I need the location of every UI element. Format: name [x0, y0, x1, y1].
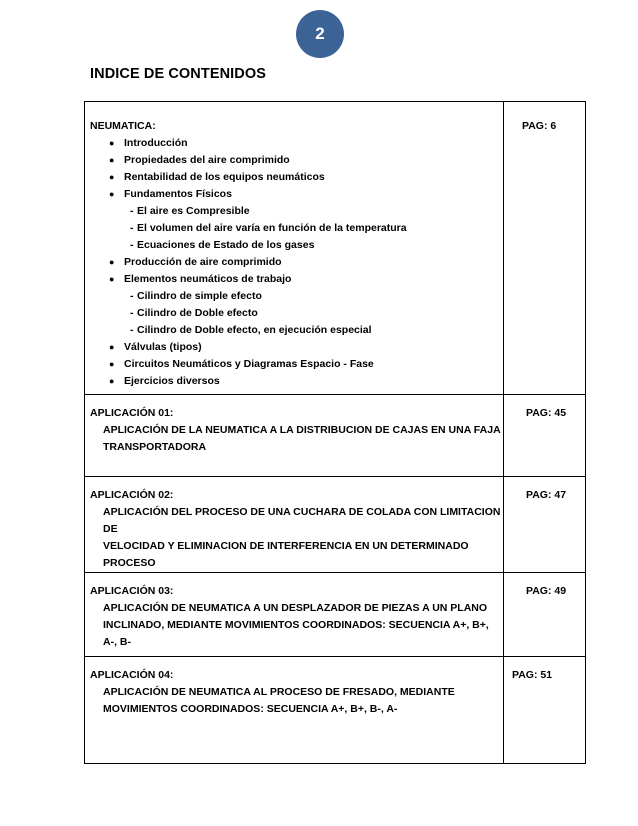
page-number: 2	[315, 24, 325, 43]
application-description-line: APLICACIÓN DE NEUMATICA AL PROCESO DE FRESADO, MEDIANTE	[103, 686, 455, 698]
neumatica-title: NEUMATICA:	[90, 120, 156, 132]
application-title: APLICACIÓN 04:	[90, 669, 174, 681]
application-cell	[85, 573, 504, 657]
application-page-cell	[504, 573, 586, 657]
application-description-line: VELOCIDAD Y ELIMINACION DE INTERFERENCIA EN UN DETERMINADO PROCESO	[103, 540, 469, 569]
dash-marker: -	[130, 205, 134, 217]
subtopic-item	[85, 288, 503, 305]
application-description-line: INCLINADO, MEDIANTE MOVIMIENTOS COORDINADOS: SECUENCIA A+, B+, A-, B-	[103, 619, 489, 648]
topic-item	[85, 169, 503, 186]
topic-text: Propiedades del aire comprimido	[124, 154, 290, 166]
application-row	[85, 573, 586, 657]
subtopic-item	[85, 220, 503, 237]
topic-text: Válvulas (tipos)	[124, 341, 202, 353]
topic-item	[85, 373, 503, 390]
bullet-icon: ●	[109, 274, 115, 284]
neumatica-topic-list	[85, 135, 503, 390]
subtopic-item	[85, 305, 503, 322]
topic-text: Ecuaciones de Estado de los gases	[137, 239, 315, 251]
application-row	[85, 477, 586, 573]
subtopic-item	[85, 322, 503, 339]
application-cell	[85, 477, 504, 573]
topic-item	[85, 135, 503, 152]
application-page-cell	[504, 395, 586, 477]
topic-text: Introducción	[124, 137, 188, 149]
bullet-icon: ●	[109, 342, 115, 352]
application-page-cell	[504, 477, 586, 573]
application-description-line: APLICACIÓN DEL PROCESO DE UNA CUCHARA DE COLADA CON LIMITACION DE	[103, 506, 501, 535]
topic-item	[85, 356, 503, 373]
neumatica-cell	[85, 102, 504, 395]
application-row	[85, 395, 586, 477]
topic-text: Ejercicios diversos	[124, 375, 220, 387]
topic-text: Rentabilidad de los equipos neumáticos	[124, 171, 325, 183]
topic-text: Fundamentos Físicos	[124, 188, 232, 200]
neumatica-page: PAG: 6	[522, 120, 557, 132]
application-title: APLICACIÓN 02:	[90, 489, 174, 501]
application-title: APLICACIÓN 03:	[90, 585, 174, 597]
page-number-badge	[296, 10, 344, 58]
application-title: APLICACIÓN 01:	[90, 407, 174, 419]
document-title: INDICE DE CONTENIDOS	[90, 66, 267, 82]
application-description-line: MOVIMIENTOS COORDINADOS: SECUENCIA A+, B+, B-, A-	[103, 703, 398, 715]
topic-item	[85, 152, 503, 169]
subtopic-item	[85, 203, 503, 220]
neumatica-page-cell	[504, 102, 586, 395]
application-description-line: APLICACIÓN DE NEUMATICA A UN DESPLAZADOR DE PIEZAS A UN PLANO	[103, 602, 488, 614]
neumatica-row	[85, 102, 586, 395]
topic-text: Cilindro de simple efecto	[137, 290, 262, 302]
bullet-icon: ●	[109, 189, 115, 199]
topic-text: Producción de aire comprimido	[124, 256, 282, 268]
dash-marker: -	[130, 222, 134, 234]
dash-marker: -	[130, 324, 134, 336]
dash-marker: -	[130, 239, 134, 251]
application-page: PAG: 51	[512, 669, 553, 681]
bullet-icon: ●	[109, 155, 115, 165]
application-row	[85, 657, 586, 764]
bullet-icon: ●	[109, 138, 115, 148]
dash-marker: -	[130, 307, 134, 319]
topic-item	[85, 254, 503, 271]
contents-table	[84, 101, 586, 764]
topic-text: El volumen del aire varía en función de la temperatura	[137, 222, 407, 234]
topic-item	[85, 339, 503, 356]
bullet-icon: ●	[109, 172, 115, 182]
application-page: PAG: 49	[526, 585, 567, 597]
topic-text: Circuitos Neumáticos y Diagramas Espacio - Fase	[124, 358, 374, 370]
dash-marker: -	[130, 290, 134, 302]
application-cell	[85, 395, 504, 477]
topic-item	[85, 271, 503, 288]
application-description-line: TRANSPORTADORA	[103, 441, 207, 453]
bullet-icon: ●	[109, 359, 115, 369]
subtopic-item	[85, 237, 503, 254]
application-page: PAG: 47	[526, 489, 567, 501]
bullet-icon: ●	[109, 257, 115, 267]
application-page: PAG: 45	[526, 407, 567, 419]
topic-item	[85, 186, 503, 203]
topic-text: Elementos neumáticos de trabajo	[124, 273, 292, 285]
application-page-cell	[504, 657, 586, 764]
topic-text: Cilindro de Doble efecto	[137, 307, 258, 319]
topic-text: El aire es Compresible	[137, 205, 250, 217]
topic-text: Cilindro de Doble efecto, en ejecución especial	[137, 324, 372, 336]
bullet-icon: ●	[109, 376, 115, 386]
application-cell	[85, 657, 504, 764]
application-description-line: APLICACIÓN DE LA NEUMATICA A LA DISTRIBUCION DE CAJAS EN UNA FAJA	[103, 424, 501, 436]
